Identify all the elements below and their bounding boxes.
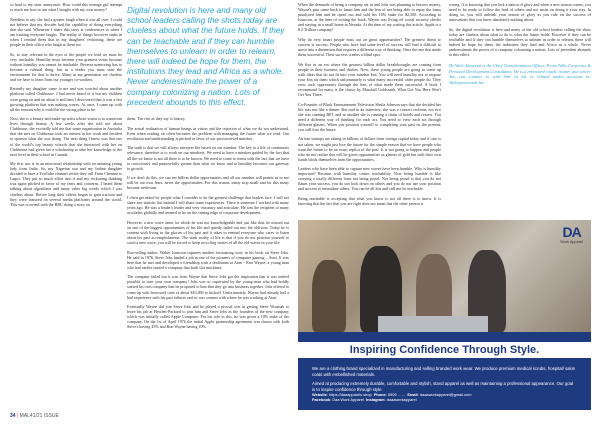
author-bio: Dr Wale Akinyemi is the Chief Transformation Officer, PowerTalks Corporate & Personal Development Consultants. He is a renowned coach, trainer and writer. You can connect to with him on his or related media accounts at: Walegreatwords Inc. bbox=[449, 63, 591, 85]
paragraph: If we don't do this, we can see billion dollar opportunities and all our mindset will permit us to see will be our own fears, never the opportunities. For this reason, many stop small and for this many become irrelevant. bbox=[127, 175, 289, 191]
ad-headline: Inspiring Confidence Through Style. bbox=[298, 342, 591, 358]
contact-label: Facebook bbox=[312, 397, 331, 402]
pull-quote: Digital revolution is here and many old school leaders calling the shots today are clueless about what the future holds. If they can be teachable and if they can humble themselves to unlearn in order to relearn, there will indeed be hope for them, the institutions they lead and Africa as a whole. Never underestimate the power of a company colonizing a nation. Lots of precedent abounds to this effect. bbox=[127, 6, 285, 107]
brand-logo bbox=[560, 224, 583, 244]
ad-photo bbox=[298, 220, 591, 332]
page-footer bbox=[10, 413, 59, 419]
paragraph: Now, she is a beauty and make-up artist whose vision is to transform lives through beauty. A few weeks after she told me about Clubhouse, she excitedly told me that some organisation in Australia that she met on Clubhouse took an interest in her work and decided to sponsor what she was doing. The next thing I knew was that one of the world's top beauty schools that she interacted with her on Clubhouse had given her a scholarship to take her knowledge to the next level in their school in Canada. bbox=[10, 116, 122, 157]
paragraph: The company failed but it was from Wayne that Steve Jobs got the inspiration that it was indeed possible to start your own company! Jobs was so captivated by the young man who had boldly started his own company that he proposed to him that they go into business together. Jobs offered to come up with borrowed cash of about $10,000 to kickoff. Unfortunately, Wayne had already had a bad experience with his past failures and so was content with where he was working at Atari. bbox=[127, 274, 289, 300]
footer-separator: | bbox=[16, 413, 19, 419]
contact-label: Website bbox=[312, 392, 327, 397]
facebook-handle: Daa Work Apparel bbox=[332, 397, 364, 402]
paragraph: Box-selling author, Walter Isaacson captures another fascinating story in his book on Steve Jobs. He said in 1976, Steve Jobs landed a job at one of the pioneers of computer gaming – Atari. It was here that he met and developed a friendship with a draftsman at Atari - Ron Wayne, a young man who had earlier started a company that built slot machines. bbox=[127, 249, 289, 270]
paragraph: The actual realisation of human beings in vision and the rejection of what we do not understand. Even when reading on often becomes the problem with managing the future what we read. Our revolution and understanding is pitched in favor of our preconceived mindset. bbox=[127, 125, 289, 141]
paragraph: I often get asked by people what I consider to be the greatest challenge that leaders face. I will not share any statistic but instead I will share some experiences. There is someone I worked with many years ago. He was a leader's leader and very visionary and articulate. He was the recipient of many accolades globally and seemed to be on the cutting edge of corporate development. bbox=[127, 194, 289, 216]
issue-label: MAL41/21 ISSUE bbox=[19, 413, 59, 419]
article-column-2 bbox=[127, 2, 289, 334]
paragraph: African startups are raking in billions of dollars from foreign capital today and if care is not taken, we might just lose the future for the simple reason that we have people who want the future to be an exact replica of the past. It is not going to happen and people who do not realise this will be given opportunities as glasses of gold but with their own hands block themselves from the opportunities. bbox=[298, 136, 441, 162]
logo-mark: DA bbox=[562, 224, 581, 240]
paragraph: Needless to say, she had a greater laugh when it was all over. I could not believe that my decoder had the capability of doing everything that she said. Whenever I share this story at conferences or when I am training everyone laughs. The reality of things however sinks in when I remind them that in my daughters' reckoning, these are people in their office who laugh at them too. bbox=[10, 16, 122, 47]
paragraph: Being teachable is accepting that what you know is not all there is to know. It is knowing that the fact that you are right does not mean that the other person is bbox=[298, 196, 441, 207]
paragraph: Why do very smart people miss out on great opportunities? The greatest threat to success is success. People who have had some level of success will find it difficult to move into a dimension that requires a different way of thinking. Once the one that made them successful. Their success creates a blind spot. bbox=[298, 36, 441, 58]
paragraph: My first son is in an interracial relationship with an amazing young lady from India. So, my Nigerian son and my Indian daughter decided to have a YouTube channel which they call From Chennai to Lagos. They put so much effort into it and my reckoning thinking was again pitched in favor of my fears and concerns. I heard them talking about algorithms and many other big words which I was clueless about. Before long their videos began to gain traction and they were featured on several media platforms around the world. This was crowned with the BBC doing a story on bbox=[10, 161, 122, 207]
ad-paragraph: We are a clothing brand specialized in manufacturing and selling branded work wear. We produce premium medical scrubs, hospital/ salon coats with embellished materials. bbox=[312, 366, 576, 377]
article-column-4 bbox=[449, 2, 591, 85]
email-link[interactable]: daaaworkapparel@gmail.com bbox=[419, 392, 472, 397]
paragraph: Eventually Wayne did join Steve Jobs and he played a pivotal role in getting Steve Wozniak to leave his job at Hewlett-Packard to join him and Steve Jobs as the founders of the new company which was initially called Apple Computer. For his role in this, he was given a 10% stake of the company. On the 1st of April 1976 the initial Apple partnership agreement was drawn with both Steve's having 45% and Ron Wayne having 10%. bbox=[127, 304, 289, 330]
article-column-3 bbox=[298, 2, 441, 211]
advertisement bbox=[298, 220, 591, 410]
laptop bbox=[378, 316, 488, 332]
paragraph: The truth is that we will always interpret life based on our mindset. The key to a life of continuous relevance, therefore is to work on our mindsets. We need to have a mindset guided by the fact that all the we know is not all there is to be known. We need to come to terms with the fact that we have to consciously and purposefully greater than what we know and to humility becomes our gateway to growth. bbox=[127, 145, 289, 171]
ad-paragraph: Aimed at producing extremely durable, comfortable and stylish, stand apparel as well as maintaining a professional appearance. Our goal is to inspire confidence through style. bbox=[312, 381, 574, 392]
paragraph: them. The rest as they say is history. bbox=[127, 116, 186, 122]
paragraph: When the demands of being a company set in and Jobs was planning to borrow money, Wayne's past came back to haunt him and the fear of not being able to repay the loans paralyzed him and he opted out and sold his 10% stake for $2,300. According to Isaacson, at the time of writing the book, Wayne was living off social security checks and staying in a small home in Nevada. At the time of my writing this article, Apple is a $ 2 Trillion company! bbox=[298, 2, 441, 33]
paragraph: wrong. It is knowing that you lack a nation of glory and when a new season comes, you need to be ready to follow the lead of others and not insist on doing it your way. In doing so, you will unleash your season of glory as you ride on the success of innovations that you knew absolutely nothing about. bbox=[449, 2, 591, 23]
paragraph: so hard to my utter annoyance. How could this teenage girl attempt to teach me how to use what I bought with my own money? bbox=[10, 2, 122, 13]
paragraph: Leaders who have been able to capture new waves have been humble. Why is humility important? Because with humility comes teachability. Now being humble is like carrying a totally different form not being proud. Not being proud is that you do not flaunt your success, you do not look down on others and you do not use your position and success to intimidate others. You can be all this and still not be teachable. bbox=[298, 166, 441, 192]
phone-number: 0909 ... ... bbox=[387, 392, 406, 397]
instagram-handle: daaaworkapparel bbox=[386, 397, 417, 402]
paragraph: So, to stay relevant in the eyes of the people we lead we must be very teachable. Humility must become your greatest virtue because without humility you cannot be teachable. Reverse mentoring has to become a cultural thing, but as a leader you must start the environment for that to thrive. Many in my generation are clueless and we have to learn from our younger co-workers. bbox=[10, 51, 122, 82]
paragraph: We live in an era where the greatest billion dollar breakthroughs are coming from people in their twenties and thirties. Now, these young people are going to come up with ideas that do not fit into your mindset box. You will need humility not to impose your box on them which unfortunately is what many successful older people do. They view such opportunity through the lens of what made them successful. A book I recommend for many is the classic by Marshall Goldsmith, What Got You Here Won't Get You There. bbox=[298, 61, 441, 97]
contact-label: Phone bbox=[373, 392, 386, 397]
paragraph: Recently my daughter came to me and was worried about another platform called Clubhouse. I had never heard of it but my children were going on and on about it and then I discovered that it was a fast growing platform that was making waves. At once, I came up with all the reasons why it could be the wrong place to be. bbox=[10, 86, 122, 112]
website-link[interactable]: https://daaapparels.shop bbox=[329, 392, 372, 397]
page-number: 34 bbox=[10, 413, 16, 419]
paragraph: Co-Founder of Black Entertainment Television Sheila Johnson says that she decided her life was not like a dinner. She said in an interview, she was a concert violinist, not two she was running BET and in another she is running a chain of hotels and resorts. You need a different way of thinking for each act. You need to view each act through different glasses. When you position yourself to completing your past on the present, you will lose the future. bbox=[298, 101, 441, 132]
article-column-1 bbox=[10, 2, 122, 211]
person-figure bbox=[312, 260, 346, 332]
contact-label: Instagram bbox=[366, 397, 385, 402]
logo-name: Work Apparel bbox=[560, 240, 583, 244]
ad-contact: Website: https://daaapparels.shop Phone: 0909 ... ... Email: daaaworkapparel@gmail.com Facebook: Daa Work Apparel Instagram: daaaworkapparel bbox=[312, 392, 472, 402]
contact-label: Email bbox=[407, 392, 418, 397]
paragraph: So, the digital revolution is here and many of the old school leaders calling the shots today are clueless about what to do to what the future holds. However if they can be teachable and if they can humble themselves to unlearn in order to relearn, there will indeed be hope for them, the industries they lead and Africa as a whole. Never underestimate the power of a company colonizing a nation. Lots of precedent abounds to this effect. bbox=[449, 26, 591, 58]
paragraph: However, a new wave came for which he was not knowledgeable and just like that, he missed out on one of the biggest opportunities of his life and quietly faded out into the oblivion. Today he is content with living in the glories of his past and it takes to remind everyone who cares to listen about his past accomplishments. The stark reality of life is that if you do not position yourself to catch a new wave, you will be forced to keep recycling stories of all the old waves in your life. bbox=[127, 219, 289, 245]
